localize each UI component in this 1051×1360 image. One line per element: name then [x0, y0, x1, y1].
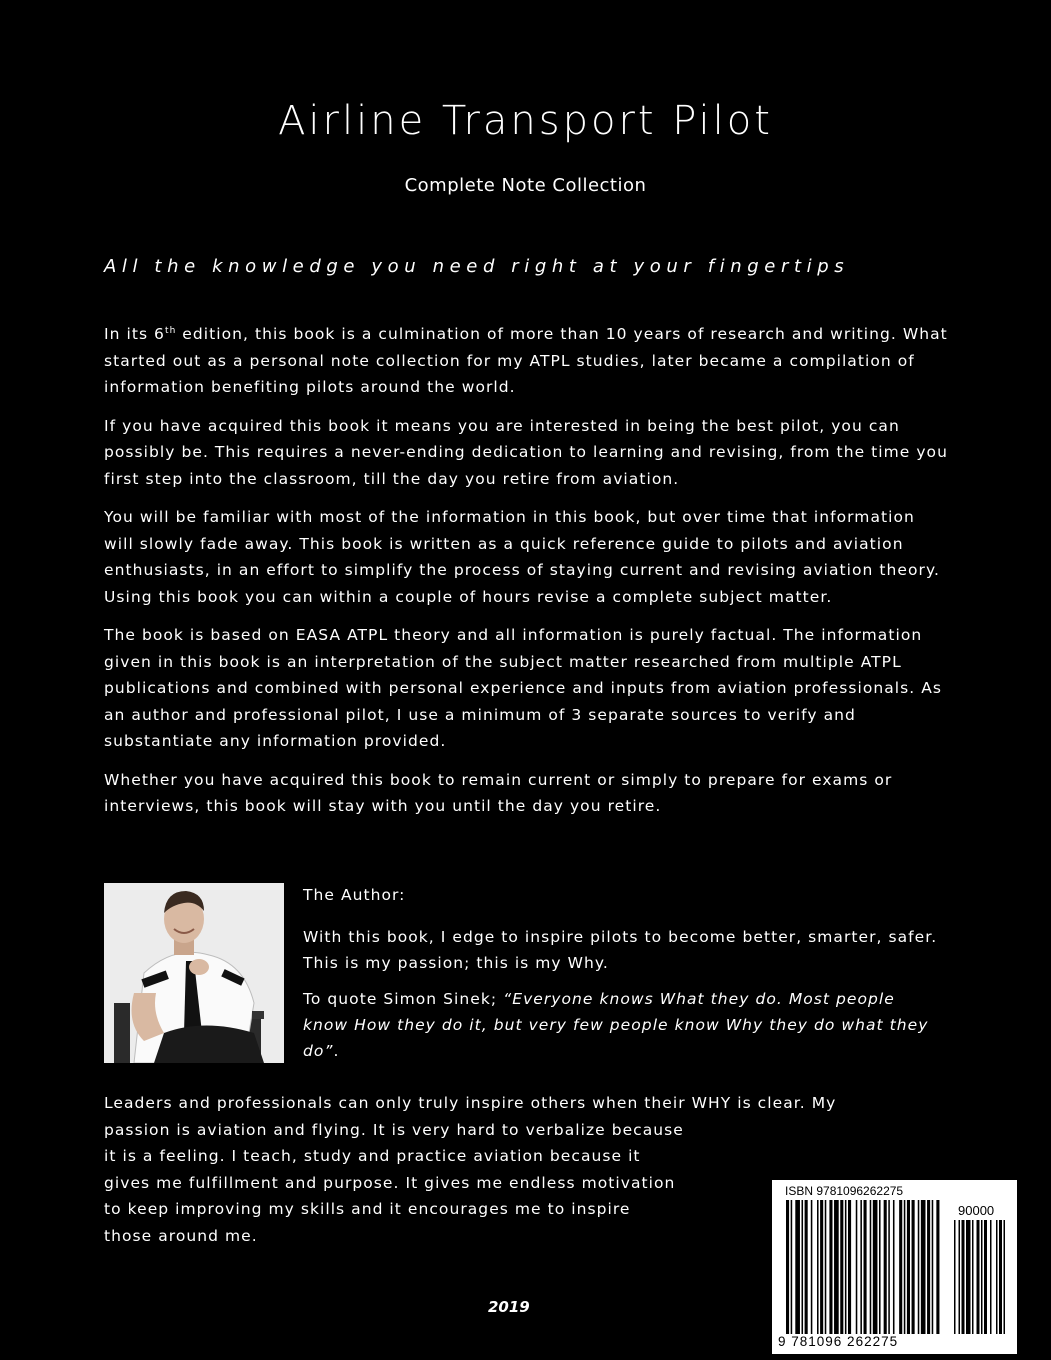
why-line: passion is aviation and flying. It is very hard to verbalize because: [104, 1120, 684, 1139]
barcode-bar: [921, 1200, 926, 1334]
barcode-bar: [870, 1200, 872, 1334]
blurb-paragraph-4: The book is based on EASA ATPL theory and all information is purely factual. The information given in this book is an interpretation of the subject matter researched from multiple ATPL publications and combined with personal experience and inputs from aviation professionals. As an author and professional pilot, I use a minimum of 3 separate sources to verify and substantiate any information provided.: [104, 626, 943, 751]
why-line: those around me.: [104, 1226, 258, 1245]
barcode-bar: [795, 1200, 800, 1334]
barcode-bar: [817, 1200, 819, 1334]
addon-bar: [962, 1220, 965, 1334]
blurb-paragraph-5: Whether you have acquired this book to remain current or simply to prepare for exams or interviews, this book will stay with you until the day you retire.: [104, 770, 893, 816]
barcode-bar: [893, 1200, 895, 1334]
addon-bar: [1004, 1220, 1006, 1334]
why-line: to keep improving my skills and it encourages me to inspire: [104, 1200, 631, 1218]
why-line: Leaders and professionals can only truly inspire others when their WHY is clear. My: [104, 1094, 837, 1112]
barcode-bar: [912, 1200, 915, 1334]
addon-bar: [966, 1220, 971, 1334]
barcode-bar: [840, 1200, 843, 1334]
book-title: Airline Transport Pilot: [278, 98, 773, 144]
addon-bar: [959, 1220, 961, 1334]
addon-bar: [954, 1220, 956, 1334]
blurb-paragraph-2: If you have acquired this book it means you are interested in being the best pilot, you can possibly be. This requires a never-ending dedication to learning and revising, from the time you first step into the classroom, till the day you retire from aviation.: [104, 416, 948, 488]
barcode-bar: [860, 1200, 862, 1334]
barcode-bar: [825, 1200, 827, 1334]
isbn-barcode: [772, 1180, 1017, 1354]
barcode-bar: [864, 1200, 867, 1334]
isbn-digits: 9 781096 262275: [778, 1334, 899, 1349]
barcode-bar: [834, 1200, 839, 1334]
barcode-bar: [848, 1200, 851, 1334]
barcode-bar: [879, 1200, 881, 1334]
barcode-bar: [932, 1200, 934, 1334]
barcode-bar: [820, 1200, 823, 1334]
barcode-bar: [786, 1200, 789, 1334]
author-heading: The Author:: [303, 886, 406, 904]
why-line: gives me fulfillment and purpose. It gives me endless motivation: [104, 1173, 676, 1192]
barcode-bar: [888, 1200, 890, 1334]
barcode-bar: [918, 1200, 920, 1334]
barcode-bar: [873, 1200, 878, 1334]
author-paragraph: With this book, I edge to inspire pilots to become better, smarter, safer. This is my passion; this is my Why.: [303, 928, 938, 972]
price-code: 90000: [958, 1203, 995, 1218]
barcode-bar: [805, 1200, 808, 1334]
barcode-bar: [907, 1200, 910, 1334]
addon-bar: [977, 1220, 980, 1334]
blurb-body: [104, 318, 950, 832]
addon-bar: [996, 1220, 998, 1334]
blurb-paragraph-1: In its 6th edition, this book is a culmination of more than 10 years of research and writing. What started out as a personal note collection for my ATPL studies, later became a compilation of information benefiting pilots around the world.: [104, 325, 948, 397]
addon-bar: [984, 1220, 987, 1334]
publication-year: 2019: [488, 1298, 530, 1316]
barcode-bars: [772, 1180, 1017, 1354]
blurb-paragraph-3: You will be familiar with most of the information in this book, but over time that information will slowly fade away. This book is written as a quick reference guide to pilots and aviation enthusiasts, in an effort to simplify the process of staying current and revising aviation theory. Using this book you can within a couple of hours revise a complete subject matter.: [104, 508, 940, 606]
addon-bar: [990, 1220, 992, 1334]
barcode-bar: [884, 1200, 887, 1334]
barcode-bar: [904, 1200, 906, 1334]
isbn-label: ISBN 9781096262275: [785, 1184, 904, 1198]
why-line: it is a feeling. I teach, study and practice aviation because it: [104, 1147, 641, 1165]
author-section: [303, 882, 943, 1074]
author-photo: [104, 883, 284, 1063]
addon-bar: [981, 1220, 983, 1334]
tagline: All the knowledge you need right at your fingertips: [104, 256, 850, 277]
barcode-bar: [845, 1200, 847, 1334]
barcode-bar: [927, 1200, 930, 1334]
barcode-bar: [936, 1200, 939, 1334]
simon-sinek-quote: “Everyone knows What they do. Most people know How they do it, but very few people know Why they do what they do”: [303, 990, 929, 1060]
barcode-bar: [829, 1200, 832, 1334]
barcode-bar: [899, 1200, 902, 1334]
book-subtitle: Complete Note Collection: [404, 175, 647, 196]
barcode-bar: [856, 1200, 858, 1334]
author-quote-paragraph: To quote Simon Sinek; “Everyone knows What they do. Most people know How they do it, but very few people know Why they do what they do”.: [303, 990, 929, 1060]
barcode-bar: [811, 1200, 813, 1334]
addon-bar: [999, 1220, 1002, 1334]
barcode-bar: [802, 1200, 804, 1334]
addon-bar: [972, 1220, 974, 1334]
barcode-bar: [791, 1200, 793, 1334]
